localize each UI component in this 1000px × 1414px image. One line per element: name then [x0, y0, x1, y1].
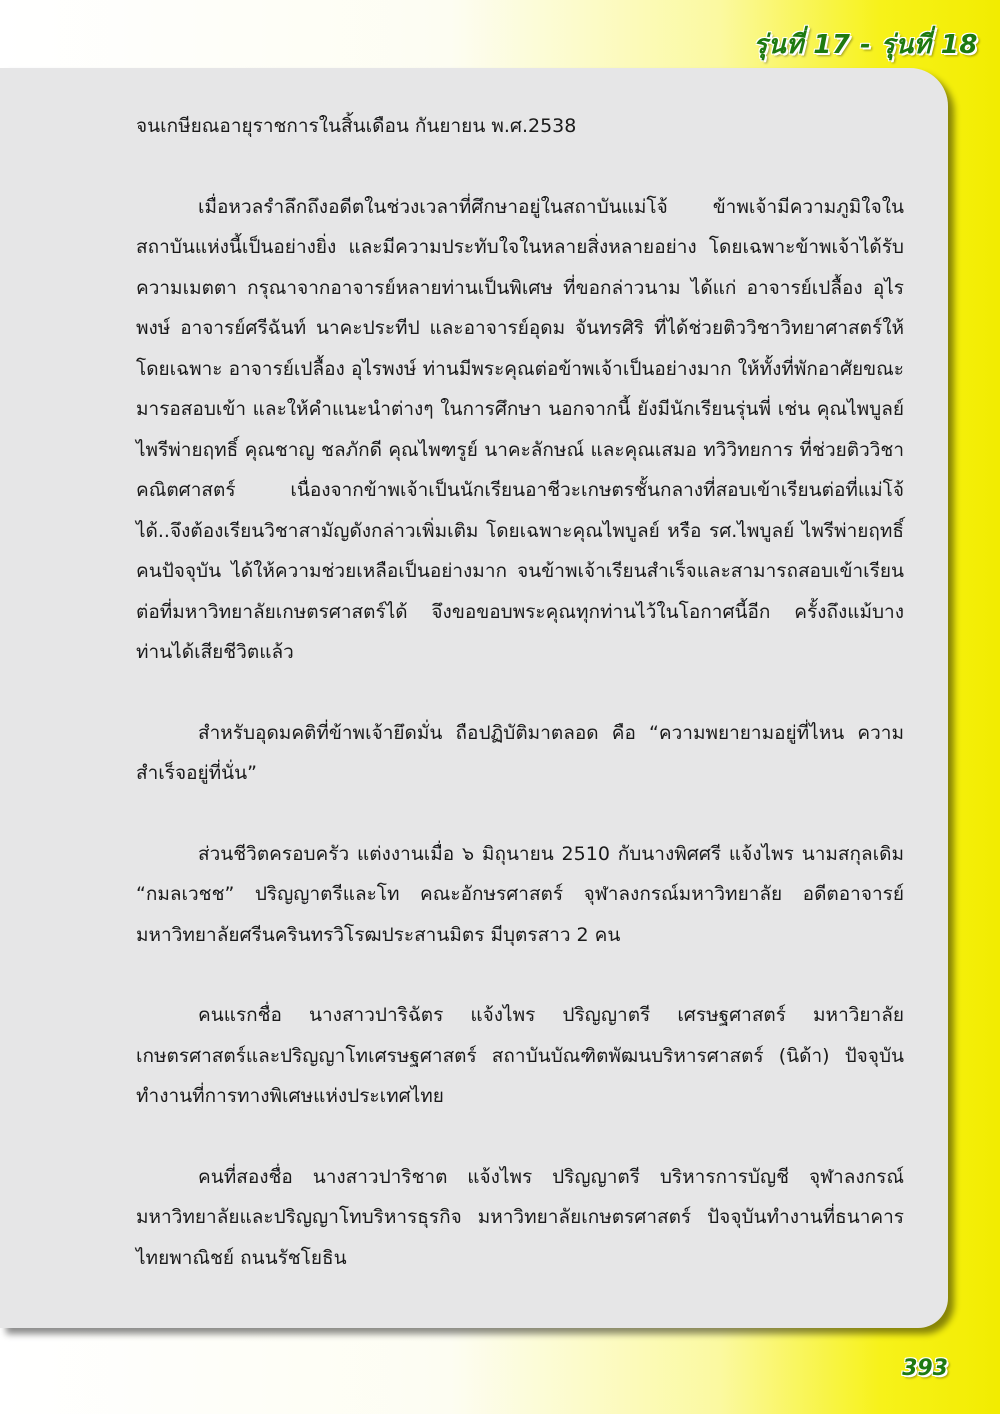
paragraph-first-daughter: คนแรกชื่อ นางสาวปาริฉัตร แจ้งไพร ปริญญาตรี เศรษฐศาสตร์ มหาวิยาลัยเกษตรศาสตร์และปริญญาโทเศรษฐศาสตร์ สถาบันบัณฑิตพัฒนบริหารศาสตร์ (นิด้า) ปัจจุบันทำงานที่การทางพิเศษแห่งประเทศไทย [136, 1004, 904, 1107]
paragraph-motto: สำหรับอุดมคติที่ข้าพเจ้ายึดมั่น ถือปฏิบัติมาตลอด คือ “ความพยายามอยู่ที่ไหน ความสำเร็จอยู่ที่นั่น” [136, 721, 904, 784]
paragraph-second-daughter: คนที่สองชื่อ นางสาวปาริชาต แจ้งไพร ปริญญาตรี บริหารการบัญชี จุฬาลงกรณ์มหาวิทยาลัยและปริญญาโทบริหารธุรกิจ มหาวิทยาลัยเกษตรศาสตร์ ปัจจุบันทำงานที่ธนาคารไทยพาณิชย์ ถนนรัชโยธิน [136, 1165, 904, 1269]
paragraph-memories: เมื่อหวลรำลึกถึงอดีตในช่วงเวลาที่ศึกษาอยู่ในสถาบันแม่โจ้ ข้าพเจ้ามีความภูมิใจในสถาบันแห่งนี้เป็นอย่างยิ่ง และมีความประทับใจในหลายสิ่งหลายอย่าง โดยเฉพาะข้าพเจ้าได้รับความเมตตา กรุณาจากอาจารย์หลายท่านเป็นพิเศษ ที่ขอกล่าวนาม ได้แก่ อาจารย์เปลื้อง อุไรพงษ์ อาจารย์ศรีฉันท์ นาคะประทีป และอาจารย์อุดม จันทรศิริ ที่ได้ช่วยติววิชาวิทยาศาสตร์ให้โดยเฉพาะ อาจารย์เปลื้อง อุไรพงษ์ ท่านมีพระคุณต่อข้าพเจ้าเป็นอย่างมาก ให้ทั้งที่พักอาศัยขณะมารอสอบเข้า และให้คำแนะนำต่างๆ ในการศึกษา นอกจากนี้ ยังมีนักเรียนรุ่นพี่ เช่น คุณไพบูลย์ ไพรีพ่ายฤทธิ์ คุณชาญ ชลภักดี คุณไพฑรูย์ นาคะลักษณ์ และคุณเสมอ ทวิวิทยการ ที่ช่วยติววิชาคณิตศาสตร์ เนื่องจากข้าพเจ้าเป็นนักเรียนอาชีวะเกษตรชั้นกลางที่สอบเข้าเรียนต่อที่แม่โจ้ได้..จึงต้องเรียนวิชาสามัญดังกล่าวเพิ่มเติม โดยเฉพาะคุณไพบูลย์ หรือ รศ.ไพบูลย์ ไพรีพ่ายฤทธิ์ คนปัจจุบัน ได้ให้ความช่วยเหลือเป็นอย่างมาก จนข้าพเจ้าเรียนสำเร็จและสามารถสอบเข้าเรียนต่อที่มหาวิทยาลัยเกษตรศาสตร์ได้ จึงขอขอบพระคุณทุกท่านไว้ในโอกาศนี้อีก ครั้งถึงแม้บางท่านได้เสียชีวิตแล้ว [136, 195, 904, 663]
paragraph-retirement: จนเกษียณอายุราชการในสิ้นเดือน กันยายน พ.ศ.2538 [136, 115, 577, 137]
page-number: 393 [902, 1356, 948, 1381]
page-header-title: รุ่นที่ 17 - รุ่นที่ 18 [753, 30, 978, 60]
article-body [136, 106, 904, 1278]
paragraph-family: ส่วนชีวิตครอบครัว แต่งงานเมื่อ ๖ มิถุนายน 2510 กับนางพิศศรี แจ้งไพร นามสกุลเดิม “กมลเวชช” ปริญญาตรีและโท คณะอักษรศาสตร์ จุฬาลงกรณ์มหาวิทยาลัย อดีตอาจารย์มหาวิทยาลัยศรีนครินทรวิโรฒประสานมิตร มีบุตรสาว 2 คน [136, 842, 904, 946]
